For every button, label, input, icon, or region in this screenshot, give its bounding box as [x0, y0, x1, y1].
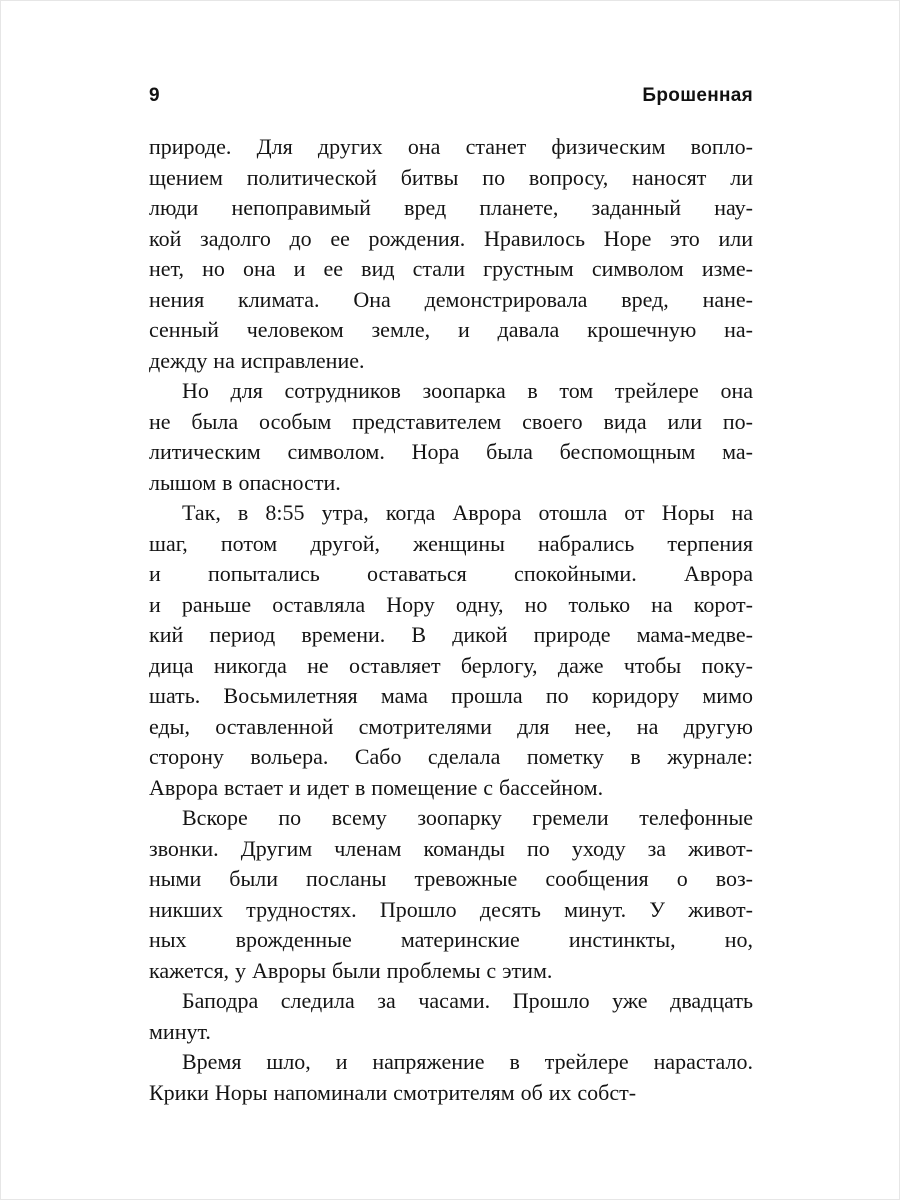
- text-line: кий период времени. В дикой природе мама-медве-: [149, 622, 753, 647]
- text-line: еды, оставленной смотрителями для нее, на другую: [149, 713, 753, 739]
- text-line: нет, но она и ее вид стали грустным символом изме-: [149, 256, 753, 281]
- text-line: щением политической битвы по вопросу, наносят ли: [149, 164, 753, 190]
- paragraph: [149, 498, 753, 803]
- text-line: Так, в 8:55 утра, когда Аврора отошла от Норы на: [182, 500, 753, 525]
- text-line: сторону вольера. Сабо сделала пометку в журнале:: [149, 744, 753, 769]
- text-line: кажется, у Авроры были проблемы с этим.: [149, 957, 553, 983]
- text-line: и попытались оставаться спокойными. Аврора: [149, 561, 753, 586]
- text-line: минут.: [149, 1018, 211, 1044]
- paragraph: [149, 986, 753, 1047]
- paragraph: [149, 1047, 753, 1108]
- text-line: Аврора встает и идет в помещение с бассейном.: [149, 774, 604, 800]
- page-number: 9: [149, 85, 160, 106]
- text-line: ных врожденные материнские инстинкты, но,: [149, 927, 753, 952]
- text-line: лышом в опасности.: [149, 469, 341, 495]
- text-line: звонки. Другим членам команды по уходу за живот-: [149, 835, 753, 861]
- text-line: Баподра следила за часами. Прошло уже двадцать: [182, 988, 753, 1013]
- text-line: кой задолго до ее рождения. Нравилось Норе это или: [149, 225, 753, 251]
- text-line: шаг, потом другой, женщины набрались терпения: [149, 530, 753, 556]
- text-line: Но для сотрудников зоопарка в том трейлере она: [182, 378, 753, 403]
- paragraph: [149, 803, 753, 986]
- page-body: [149, 132, 753, 1108]
- text-line: и раньше оставляла Нору одну, но только на корот-: [149, 591, 753, 617]
- text-line: Вскоре по всему зоопарку гремели телефонные: [182, 805, 753, 830]
- running-title: Брошенная: [642, 85, 753, 106]
- running-header: [149, 85, 753, 107]
- text-line: нения климата. Она демонстрировала вред, нане-: [149, 286, 753, 312]
- paragraph: [149, 376, 753, 498]
- text-line: никших трудностях. Прошло десять минут. У живот-: [149, 896, 753, 922]
- text-line: не была особым представителем своего вида или по-: [149, 408, 753, 434]
- text-line: сенный человеком земле, и давала крошечную на-: [149, 317, 753, 342]
- text-line: дица никогда не оставляет берлогу, даже чтобы поку-: [149, 652, 753, 678]
- text-line: шать. Восьмилетняя мама прошла по коридору мимо: [149, 683, 753, 708]
- paragraph: [149, 132, 753, 376]
- text-line: дежду на исправление.: [149, 347, 365, 373]
- text-line: Время шло, и напряжение в трейлере нарастало.: [182, 1049, 753, 1074]
- text-line: литическим символом. Нора была беспомощным ма-: [149, 439, 753, 464]
- text-line: люди непоправимый вред планете, заданный нау-: [149, 195, 753, 220]
- text-line: ными были посланы тревожные сообщения о воз-: [149, 866, 753, 891]
- text-line: Крики Норы напоминали смотрителям об их собст-: [149, 1079, 637, 1105]
- text-line: природе. Для других она станет физическим вопло-: [149, 134, 753, 159]
